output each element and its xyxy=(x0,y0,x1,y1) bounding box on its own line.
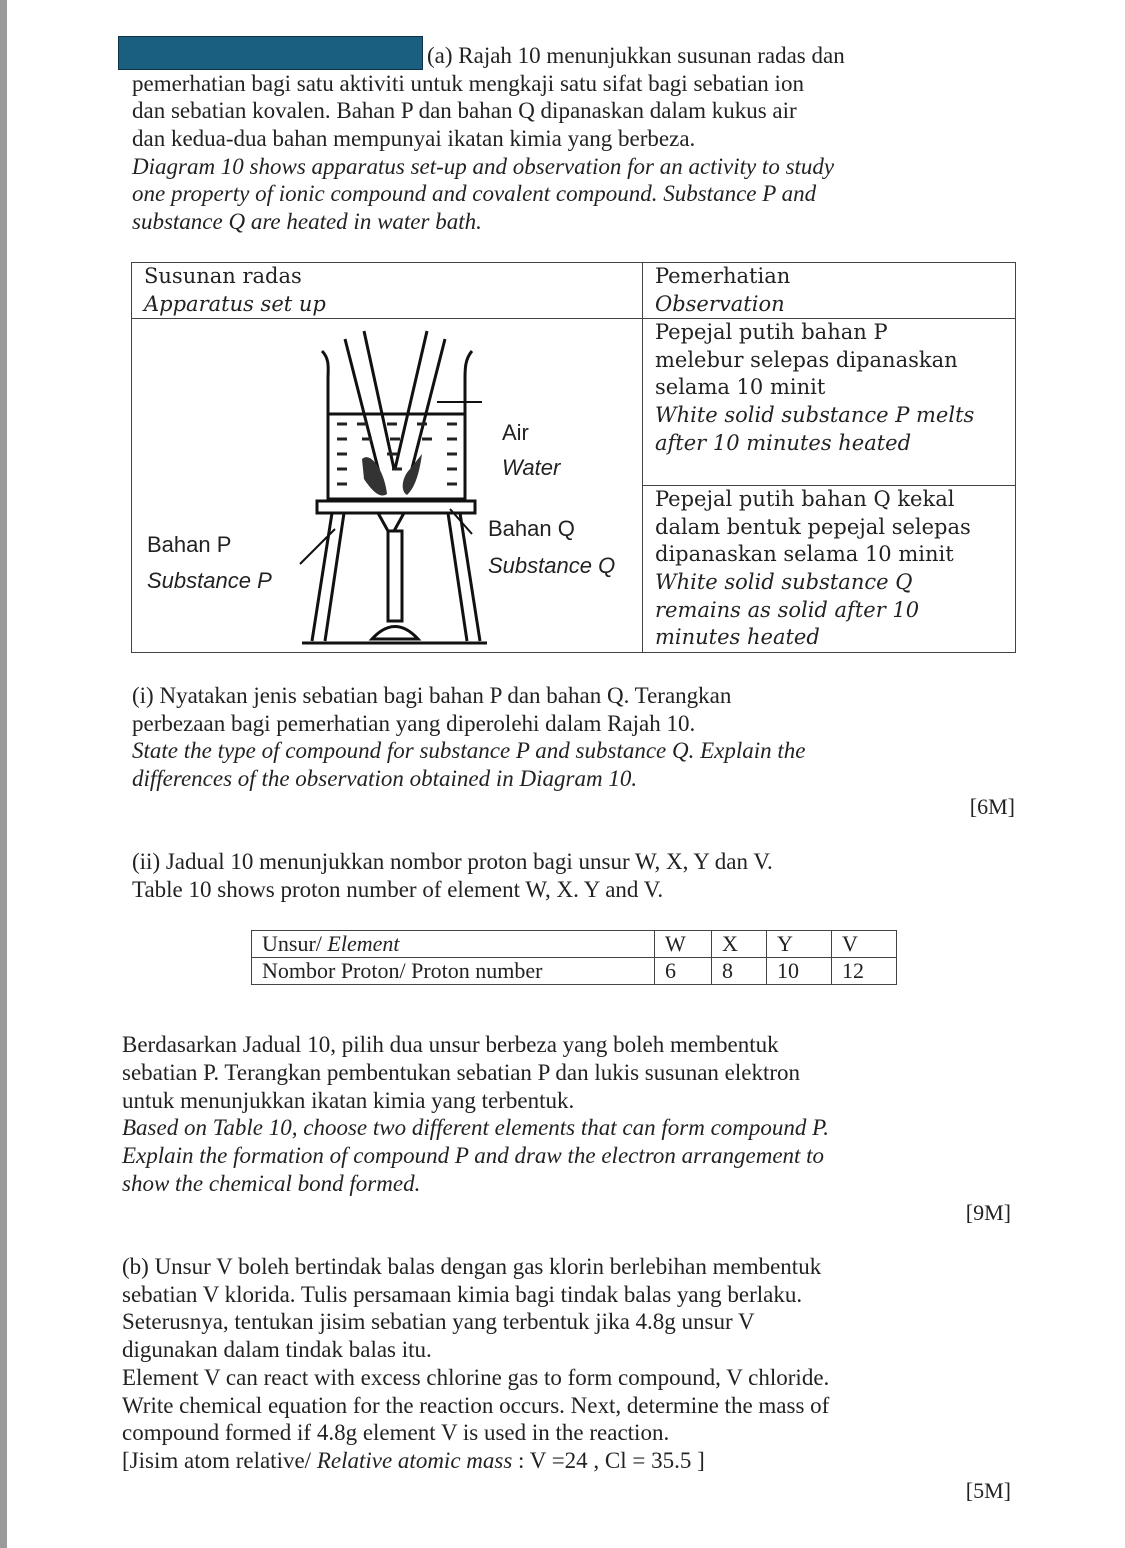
part-b-line: digunakan dalam tindak balas itu. xyxy=(122,1337,432,1362)
relative-atomic-mass xyxy=(122,1447,705,1475)
part-b-line-en: Element V can react with excess chlorine gas to form compound, V chloride. xyxy=(122,1365,830,1390)
observation-text-en: remains as solid after 10 xyxy=(655,597,920,622)
ram-values: : V =24 , Cl = 35.5 ] xyxy=(512,1448,705,1473)
header-observation xyxy=(643,263,1016,319)
label-substance-p-en: Substance P xyxy=(147,568,272,594)
part-i-line-en: State the type of compound for substance P and substance Q. Explain the xyxy=(132,738,806,763)
ram-italic: Relative atomic mass xyxy=(316,1448,513,1473)
apparatus-cell xyxy=(132,319,643,653)
header-apparatus xyxy=(132,263,643,319)
substance-q-shape xyxy=(403,454,422,495)
label-water-ms: Air xyxy=(502,420,529,446)
observation-text-en: minutes heated xyxy=(655,625,820,650)
ram-prefix: [Jisim atom relative/ xyxy=(122,1448,317,1473)
diagram-10-table xyxy=(131,262,1016,653)
observation-text: dipanaskan selama 10 minit xyxy=(655,542,954,567)
part-i-line: perbezaan bagi pemerhatian yang diperolehi dalam Rajah 10. xyxy=(132,711,696,736)
part-i-line: (i) Nyatakan jenis sebatian bagi bahan P dan bahan Q. Terangkan xyxy=(132,683,732,708)
element-cell: Y xyxy=(767,931,832,958)
observation-text-en: after 10 minutes heated xyxy=(655,430,912,455)
part-ii-question: sebatian P. Terangkan pembentukan sebatian P dan lukis susunan elektron xyxy=(122,1060,801,1085)
part-b-line: (b) Unsur V boleh bertindak balas dengan gas klorin berlebihan membentuk xyxy=(122,1254,822,1279)
observation-text: dalam bentuk pepejal selepas xyxy=(655,514,971,539)
redaction-box xyxy=(118,36,423,70)
proton-cell: 12 xyxy=(832,958,897,985)
observation-text-en: White solid substance Q xyxy=(655,569,913,594)
marks-5: [5M] xyxy=(965,1478,1011,1503)
intro-line-en: one property of ionic compound and covalent compound. Substance P and xyxy=(132,181,817,206)
label-substance-p-ms: Bahan P xyxy=(147,532,232,558)
header-apparatus-en: Apparatus set up xyxy=(144,291,326,316)
part-ii-question-en: Explain the formation of compound P and draw the electron arrangement to xyxy=(122,1143,825,1168)
part-ii-question-en: Based on Table 10, choose two different elements that can form compound P. xyxy=(122,1115,829,1140)
intro-line: (a) Rajah 10 menunjukkan susunan radas dan xyxy=(427,43,845,68)
observation-text: melebur selepas dipanaskan xyxy=(655,347,958,372)
intro-line-en: Diagram 10 shows apparatus set-up and observation for an activity to study xyxy=(132,154,835,179)
row-label-element xyxy=(252,931,655,958)
water-bath-apparatus-diagram xyxy=(132,319,642,653)
element-cell: V xyxy=(832,931,897,958)
part-b-line: Seterusnya, tentukan jisim sebatian yang terbentuk jika 4.8g unsur V xyxy=(122,1309,755,1334)
observation-text: selama 10 minit xyxy=(655,375,826,400)
intro-line: dan sebatian kovalen. Bahan P dan bahan Q dipanaskan dalam kukus air xyxy=(132,98,797,123)
observation-text: Pepejal putih bahan P xyxy=(655,320,888,345)
part-ii-line-en: Table 10 shows proton number of element W, X. Y and V. xyxy=(132,877,664,902)
header-observation-ms: Pemerhatian xyxy=(655,264,791,288)
part-ii-line: (ii) Jadual 10 menunjukkan nombor proton bagi unsur W, X, Y dan V. xyxy=(132,849,773,874)
header-apparatus-ms: Susunan radas xyxy=(144,264,302,288)
observation-q-cell xyxy=(643,486,1016,653)
page-edge xyxy=(0,0,7,1548)
part-b-line-en: Write chemical equation for the reaction occurs. Next, determine the mass of xyxy=(122,1393,830,1418)
part-ii-question: untuk menunjukkan ikatan kimia yang terbentuk. xyxy=(122,1088,575,1113)
row-label-en: Element xyxy=(327,931,400,956)
substance-p-shape xyxy=(362,457,387,495)
intro-line-en: substance Q are heated in water bath. xyxy=(132,209,482,234)
proton-cell: 10 xyxy=(767,958,832,985)
part-i-line-en: differences of the observation obtained in Diagram 10. xyxy=(132,766,638,791)
intro-line: dan kedua-dua bahan mempunyai ikatan kimia yang berbeza. xyxy=(132,126,696,151)
table-10-proton-numbers xyxy=(251,930,897,985)
part-b-line-en: compound formed if 4.8g element V is used in the reaction. xyxy=(122,1420,670,1445)
part-b-line: sebatian V klorida. Tulis persamaan kimia bagi tindak balas yang berlaku. xyxy=(122,1282,803,1307)
element-cell: X xyxy=(712,931,767,958)
label-substance-q-en: Substance Q xyxy=(488,553,616,579)
row-label-ms: Unsur/ xyxy=(262,931,328,956)
observation-p-cell xyxy=(643,319,1016,486)
observation-text-en: White solid substance P melts xyxy=(655,402,975,427)
proton-cell: 6 xyxy=(655,958,712,985)
marks-9: [9M] xyxy=(965,1200,1011,1225)
element-cell: W xyxy=(655,931,712,958)
label-substance-q-ms: Bahan Q xyxy=(488,516,575,542)
observation-text: Pepejal putih bahan Q kekal xyxy=(655,487,955,512)
part-ii-question-en: show the chemical bond formed. xyxy=(122,1171,421,1196)
intro-line: pemerhatian bagi satu aktiviti untuk mengkaji satu sifat bagi sebatian ion xyxy=(132,71,804,96)
header-observation-en: Observation xyxy=(655,291,785,316)
marks-6: [6M] xyxy=(969,794,1015,819)
label-water-en: Water xyxy=(502,455,561,481)
row-label-proton: Nombor Proton/ Proton number xyxy=(252,958,655,985)
proton-cell: 8 xyxy=(712,958,767,985)
part-ii-question: Berdasarkan Jadual 10, pilih dua unsur berbeza yang boleh membentuk xyxy=(122,1032,779,1057)
